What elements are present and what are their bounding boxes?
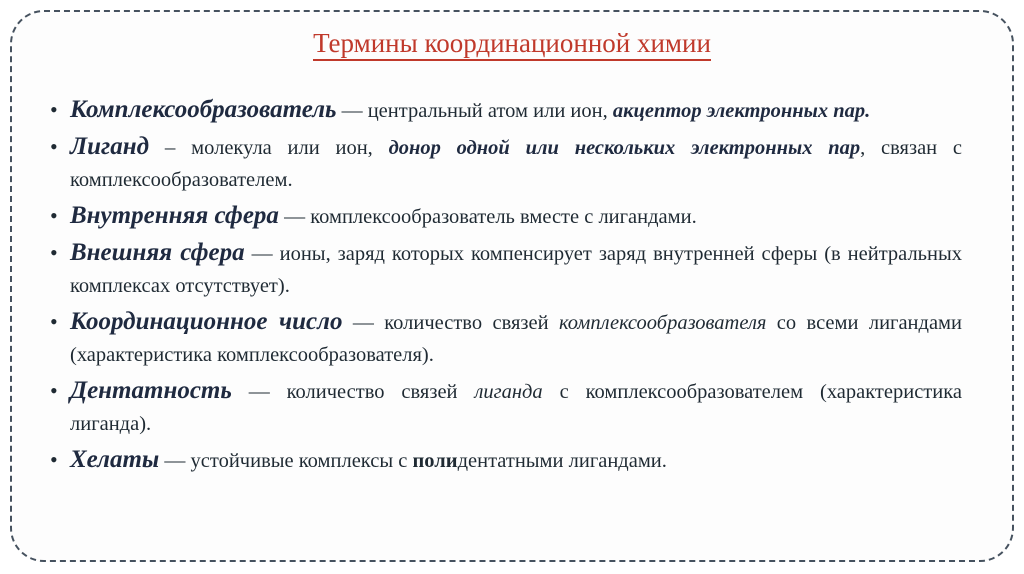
definition-text-continued: со всеми лигандами (характеристика комплексообразователя).	[70, 312, 962, 366]
definition-text-continued: дентатными лигандами.	[457, 450, 667, 472]
term-separator: —	[164, 448, 186, 472]
bullet-icon: •	[50, 309, 58, 334]
list-item-complexing-agent	[50, 94, 962, 127]
definition-text: центральный атом или ион,	[367, 100, 608, 122]
definition-text: количество связей	[286, 381, 458, 403]
definition-emphasis: поли	[412, 450, 458, 472]
list-item-chelates	[50, 444, 962, 477]
term-label: Лиганд	[70, 133, 150, 160]
term-label: Внутренняя сфера	[70, 202, 279, 229]
list-item-denticity	[50, 375, 962, 440]
bullet-icon: •	[50, 97, 58, 122]
list-item-outer-sphere	[50, 237, 963, 302]
term-label: Дентатность	[70, 377, 232, 404]
definition-emphasis: лиганда	[474, 381, 543, 403]
terms-list	[50, 94, 963, 481]
term-separator: —	[248, 379, 270, 403]
term-separator: —	[352, 310, 374, 334]
definition-text: молекула или ион,	[191, 137, 373, 159]
definition-emphasis: комплексообразователя	[558, 312, 767, 334]
list-item-inner-sphere	[50, 200, 962, 233]
definition-text: комплексообразователь вместе с лигандами.	[310, 206, 697, 228]
term-label: Комплексообразователь	[70, 96, 337, 123]
bullet-icon: •	[50, 447, 58, 472]
term-label: Внешняя сфера	[70, 239, 245, 266]
bullet-icon: •	[50, 203, 58, 228]
bullet-icon: •	[50, 134, 58, 159]
slide-title	[0, 28, 1024, 59]
term-separator: —	[341, 98, 363, 122]
definition-emphasis: донор одной или нескольких электронных пар	[388, 137, 861, 159]
bullet-icon: •	[50, 378, 58, 403]
definition-text: ионы, заряд которых компенсирует заряд внутренней сферы (в нейтральных комплексах отсутствует).	[70, 243, 963, 297]
definition-text-continued: , связан с комплексообразователем.	[70, 137, 963, 191]
term-label: Хелаты	[70, 446, 160, 473]
bullet-icon: •	[50, 240, 58, 265]
definition-text: устойчивые комплексы с	[190, 450, 408, 472]
term-separator: —	[251, 241, 273, 265]
term-separator: —	[284, 204, 306, 228]
list-item-ligand	[50, 131, 963, 196]
list-item-coordination-number	[50, 306, 962, 371]
slide-title-text: Термины координационной химии	[313, 28, 711, 61]
term-label: Координационное число	[70, 308, 343, 335]
term-separator: –	[164, 135, 176, 159]
definition-text-continued: с комплексообразователем (характеристика лиганда).	[70, 381, 962, 435]
definition-text: количество связей	[384, 312, 549, 334]
definition-emphasis: акцептор электронных пар.	[612, 100, 871, 122]
